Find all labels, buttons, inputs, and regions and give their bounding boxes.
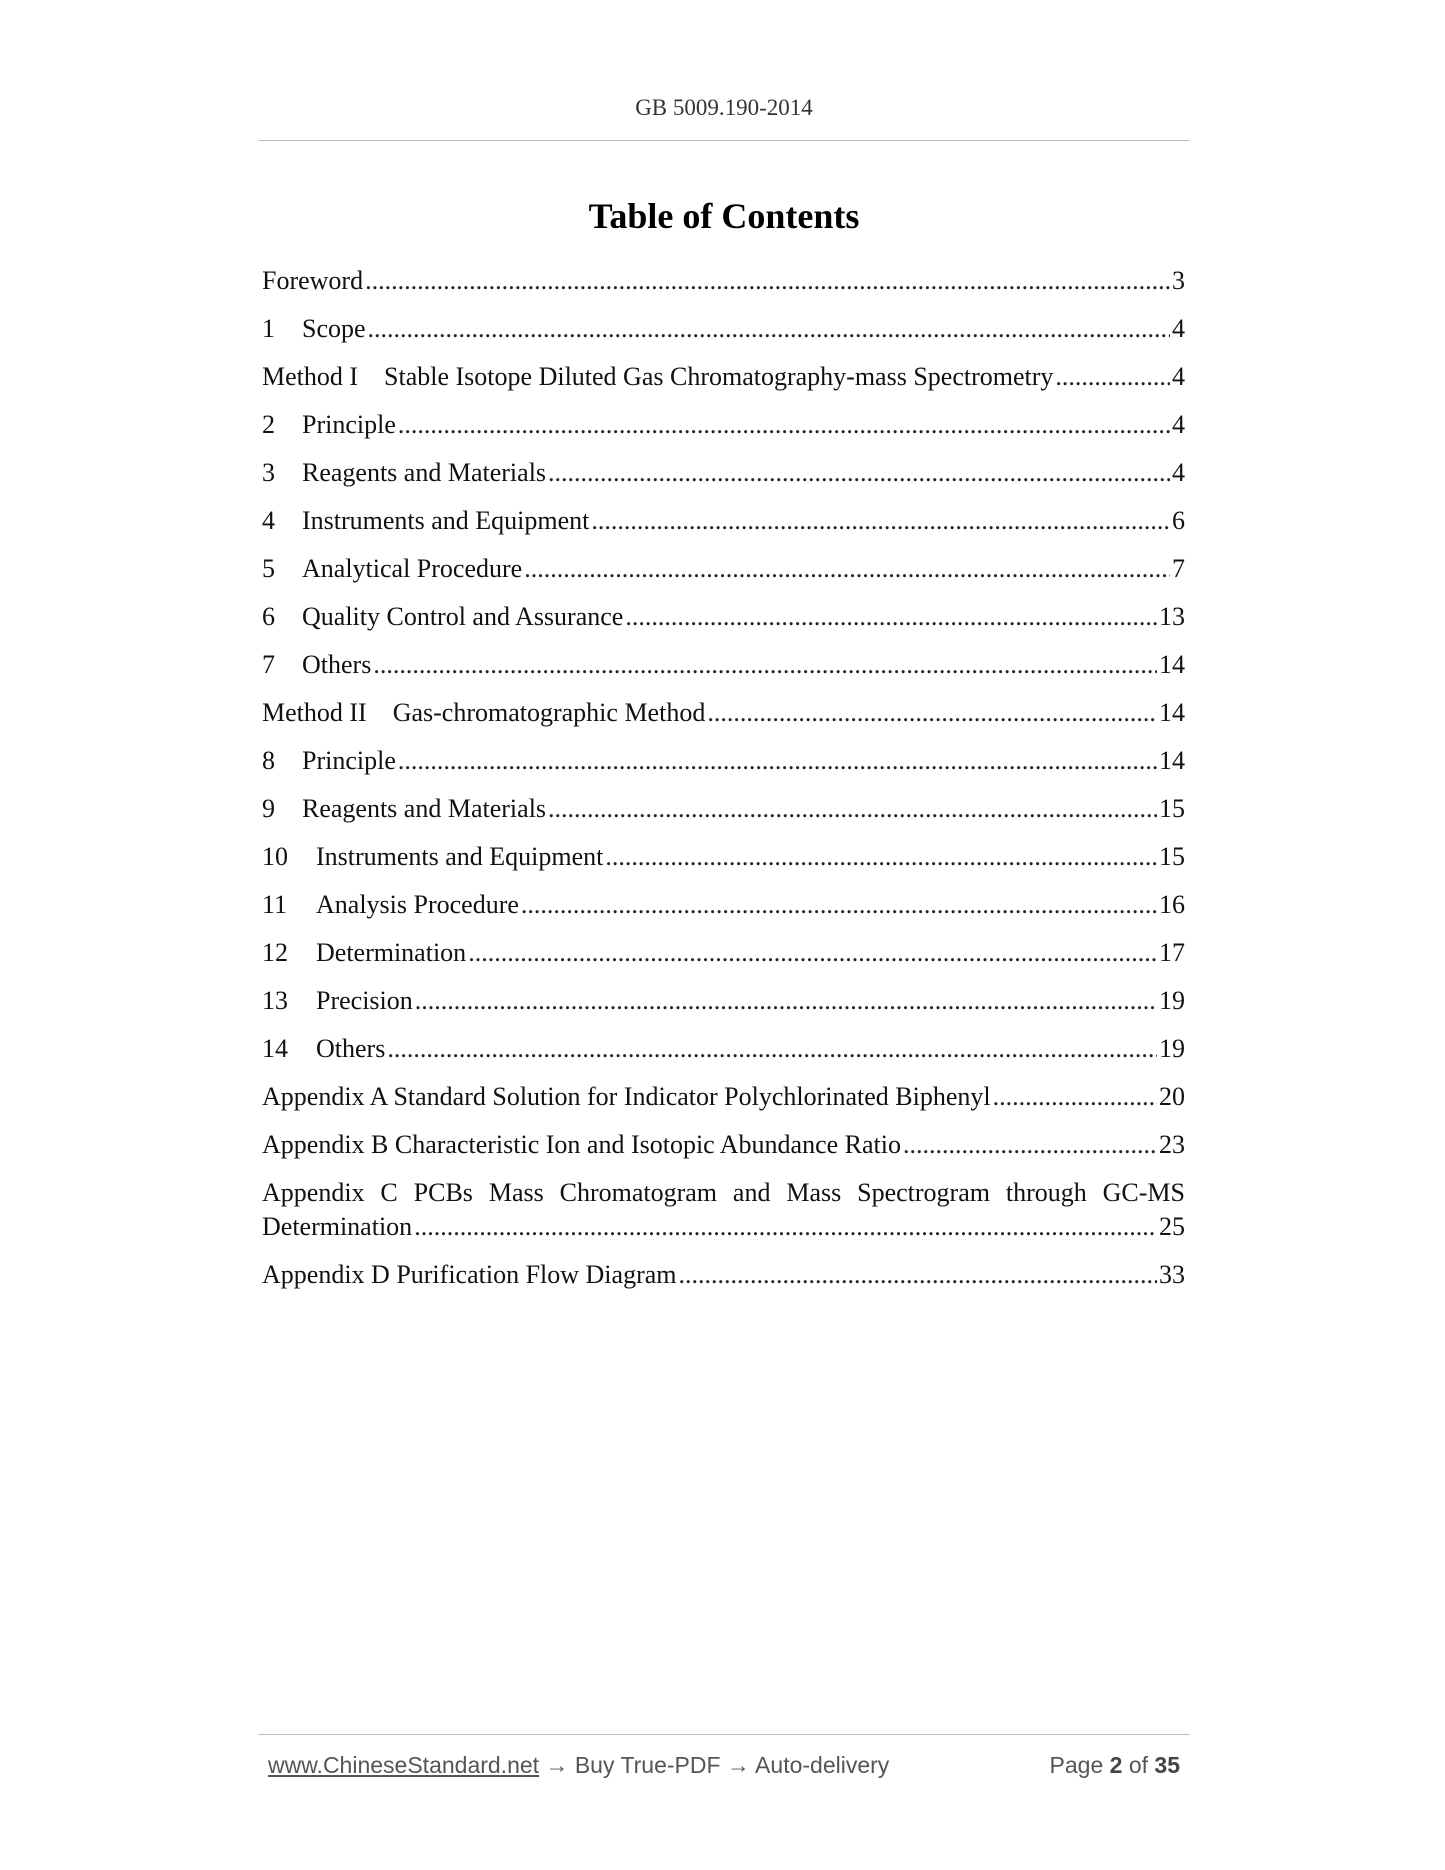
toc-entry-page: 19 bbox=[1159, 986, 1185, 1015]
toc-entry[interactable] bbox=[262, 360, 1185, 408]
toc-leader-dots bbox=[524, 552, 1170, 586]
website-link[interactable]: www.ChineseStandard.net bbox=[268, 1752, 540, 1778]
page-indicator bbox=[1050, 1752, 1180, 1779]
toc-entry-page: 4 bbox=[1172, 314, 1185, 343]
toc-leader-dots bbox=[398, 744, 1157, 778]
page-word: Page bbox=[1049, 1752, 1104, 1778]
toc-entry-appendix-d[interactable] bbox=[262, 1258, 1185, 1306]
toc-leader-dots bbox=[903, 1128, 1157, 1162]
toc-entry-page: 6 bbox=[1172, 506, 1185, 535]
toc-entry-label: Analytical Procedure bbox=[302, 554, 523, 583]
toc-entry-number: 11 bbox=[262, 890, 288, 919]
toc-entry-page: 17 bbox=[1159, 938, 1185, 967]
toc-leader-dots bbox=[468, 936, 1157, 970]
toc-entry-label: Foreword bbox=[262, 266, 364, 295]
toc-entry-number: 14 bbox=[262, 1034, 288, 1063]
page-of: of bbox=[1128, 1752, 1149, 1778]
toc-entry-label: Instruments and Equipment bbox=[302, 506, 590, 535]
toc-entry-label: Others bbox=[302, 650, 372, 679]
page-total: 35 bbox=[1154, 1752, 1180, 1778]
toc-leader-dots bbox=[548, 456, 1170, 490]
toc-entry-label: Determination bbox=[316, 938, 467, 967]
toc-entry-label: Appendix C PCBs Mass Chromatogram and Mass Spectrogram through GC-MS bbox=[262, 1178, 1185, 1207]
toc-entry-page: 14 bbox=[1159, 746, 1185, 775]
toc-entry-number: 4 bbox=[262, 506, 275, 535]
toc-leader-dots bbox=[1055, 360, 1170, 394]
toc-leader-dots bbox=[625, 600, 1157, 634]
toc-leader-dots bbox=[548, 792, 1157, 826]
toc-entry-label: Method II Gas-chromatographic Method bbox=[262, 698, 706, 727]
toc-entry-page: 3 bbox=[1172, 266, 1185, 295]
toc-entry-page: 19 bbox=[1159, 1034, 1185, 1063]
toc-entry-page: 25 bbox=[1159, 1212, 1185, 1241]
toc-entry-number: 12 bbox=[262, 938, 288, 967]
toc-entry[interactable] bbox=[262, 648, 1185, 696]
toc-entry-page: 4 bbox=[1172, 410, 1185, 439]
toc-entry-label: Appendix B Characteristic Ion and Isotopic Abundance Ratio bbox=[262, 1130, 902, 1159]
footer-tagline: → Buy True-PDF → Auto-delivery bbox=[539, 1752, 890, 1778]
toc-entry-page: 20 bbox=[1159, 1082, 1185, 1111]
toc-leader-dots bbox=[387, 1032, 1157, 1066]
toc-entry[interactable] bbox=[262, 264, 1185, 312]
toc-entry[interactable] bbox=[262, 888, 1185, 936]
toc-entry-label: Instruments and Equipment bbox=[316, 842, 604, 871]
toc-entry-label: Reagents and Materials bbox=[302, 794, 547, 823]
toc-leader-dots bbox=[414, 1210, 1157, 1244]
toc-entry-page: 13 bbox=[1159, 602, 1185, 631]
document-id-header: GB 5009.190-2014 bbox=[635, 95, 813, 120]
toc-entry-label: Analysis Procedure bbox=[316, 890, 519, 919]
header-divider bbox=[258, 140, 1190, 141]
toc-entry-label: Reagents and Materials bbox=[302, 458, 547, 487]
footer-divider bbox=[258, 1734, 1190, 1735]
toc-entry-label: Quality Control and Assurance bbox=[302, 602, 624, 631]
toc-entry-number: 1 bbox=[262, 314, 275, 343]
toc-leader-dots bbox=[368, 312, 1170, 346]
toc-entry[interactable] bbox=[262, 936, 1185, 984]
toc-leader-dots bbox=[679, 1258, 1158, 1292]
toc-entry[interactable] bbox=[262, 1128, 1185, 1176]
toc-entry[interactable] bbox=[262, 840, 1185, 888]
toc-entry[interactable] bbox=[262, 792, 1185, 840]
toc-leader-dots bbox=[365, 264, 1170, 298]
toc-entry-page: 15 bbox=[1159, 794, 1185, 823]
toc-entry[interactable] bbox=[262, 600, 1185, 648]
toc-entry[interactable] bbox=[262, 1032, 1185, 1080]
toc-leader-dots bbox=[707, 696, 1157, 730]
toc-entry-page: 14 bbox=[1159, 650, 1185, 679]
toc-entry-label: Appendix A Standard Solution for Indicator Polychlorinated Biphenyl bbox=[262, 1082, 991, 1111]
toc-entry-label: Others bbox=[316, 1034, 386, 1063]
toc-entry-page: 7 bbox=[1172, 554, 1185, 583]
toc-entry[interactable] bbox=[262, 504, 1185, 552]
toc-entry-page: 14 bbox=[1159, 698, 1185, 727]
toc-entry-label: Appendix D Purification Flow Diagram bbox=[262, 1260, 677, 1289]
toc-entry-page: 16 bbox=[1159, 890, 1185, 919]
toc-entry-number: 5 bbox=[262, 554, 275, 583]
toc-entry-label: Principle bbox=[302, 746, 396, 775]
page-current: 2 bbox=[1109, 1752, 1123, 1778]
toc-entry-page: 4 bbox=[1172, 458, 1185, 487]
toc-leader-dots bbox=[521, 888, 1157, 922]
toc-entry[interactable] bbox=[262, 1080, 1185, 1128]
toc-entry-number: 8 bbox=[262, 746, 275, 775]
toc-entry-label: Scope bbox=[302, 314, 366, 343]
toc-entry-number: 6 bbox=[262, 602, 275, 631]
toc-entry-label: Method I Stable Isotope Diluted Gas Chromatography-mass Spectrometry bbox=[262, 362, 1054, 391]
toc-leader-dots bbox=[605, 840, 1157, 874]
toc-entry-page: 15 bbox=[1159, 842, 1185, 871]
toc-entry-number: 13 bbox=[262, 986, 288, 1015]
toc-entry-appendix-c[interactable] bbox=[262, 1176, 1185, 1244]
toc-entry-label: Precision bbox=[316, 986, 413, 1015]
toc-entry-number: 9 bbox=[262, 794, 275, 823]
toc-entry-page: 4 bbox=[1172, 362, 1185, 391]
toc-entry[interactable] bbox=[262, 456, 1185, 504]
toc-entry-label: Principle bbox=[302, 410, 396, 439]
toc-entry[interactable] bbox=[262, 696, 1185, 744]
page-title: Table of Contents bbox=[588, 196, 860, 236]
toc-leader-dots bbox=[591, 504, 1170, 538]
toc-entry-page: 33 bbox=[1159, 1260, 1185, 1289]
toc-leader-dots bbox=[993, 1080, 1157, 1114]
toc-entry-number: 7 bbox=[262, 650, 275, 679]
toc-leader-dots bbox=[415, 984, 1157, 1018]
toc-entry-number: 3 bbox=[262, 458, 275, 487]
toc-entry-page: 23 bbox=[1159, 1130, 1185, 1159]
toc-entry[interactable] bbox=[262, 312, 1185, 360]
table-of-contents bbox=[262, 264, 1185, 1306]
toc-entry[interactable] bbox=[262, 408, 1185, 456]
toc-entry[interactable] bbox=[262, 552, 1185, 600]
toc-leader-dots bbox=[373, 648, 1157, 682]
toc-entry-label-continued: Determination bbox=[262, 1212, 413, 1241]
toc-entry[interactable] bbox=[262, 984, 1185, 1032]
toc-entry-number: 2 bbox=[262, 410, 275, 439]
toc-entry[interactable] bbox=[262, 744, 1185, 792]
toc-leader-dots bbox=[398, 408, 1170, 442]
page-footer bbox=[268, 1752, 1180, 1779]
toc-entry-number: 10 bbox=[262, 842, 288, 871]
